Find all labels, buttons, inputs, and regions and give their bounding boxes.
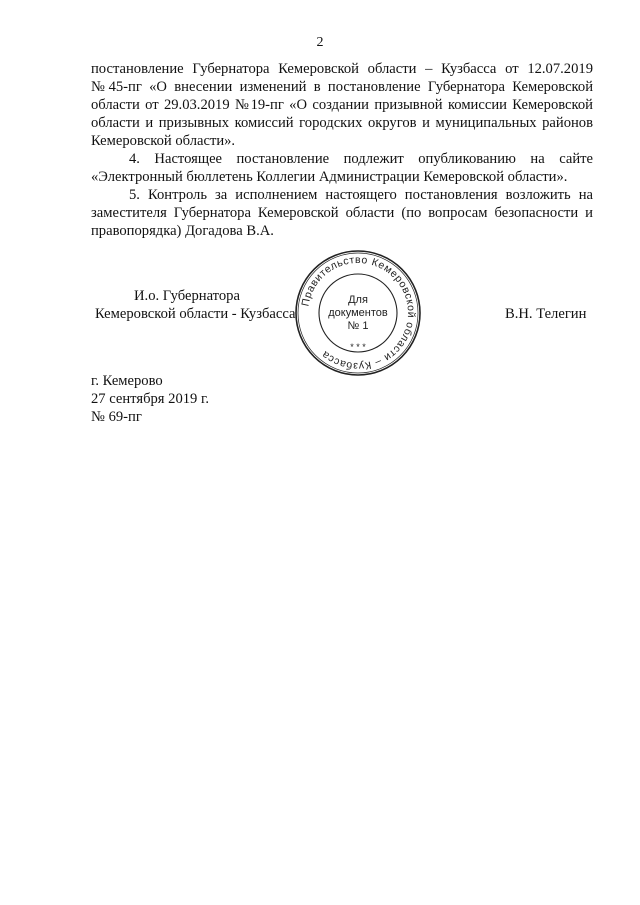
footer-date: 27 сентября 2019 г. [91,391,209,407]
document-body [91,60,593,240]
paragraph-item-4: 4. Настоящее постановление подлежит опубликованию на сайте «Электронный бюллетень Коллегии Администрации Кемеровской области». [91,151,593,185]
footer-city: г. Кемерово [91,373,163,389]
signatory-position-line2: Кемеровской области - Кузбасса [95,306,296,322]
stamp-center-line2: документов [328,307,388,319]
signatory-name: В.Н. Телегин [505,306,587,322]
paragraph-continuation: постановление Губернатора Кемеровской области – Кузбасса от 12.07.2019 №45-пг «О внесении изменений в постановление Губернатора Кемеровской области от 29.03.2019 №19-пг «О создании призывной комиссии Кемеровской области и призывных комиссий городских округов и муниципальных районов Кемеровской области». [91,61,593,149]
official-stamp [293,248,423,378]
page-number: 2 [316,35,324,50]
stamp-stars: * * * [350,342,366,352]
stamp-ring-text: Правительство Кемеровской области – Кузбасса [299,253,418,373]
footer-number: № 69-пг [91,409,142,425]
signatory-position-line1: И.о. Губернатора [134,288,240,304]
paragraph-item-5: 5. Контроль за исполнением настоящего постановления возложить на заместителя Губернатора Кемеровской области (по вопросам безопасности и правопорядка) Догадова В.А. [91,187,593,239]
stamp-center-line3: № 1 [347,320,369,332]
stamp-seal-graphic [293,248,423,378]
stamp-center-line1: Для [348,294,368,306]
document-footer [91,372,209,426]
